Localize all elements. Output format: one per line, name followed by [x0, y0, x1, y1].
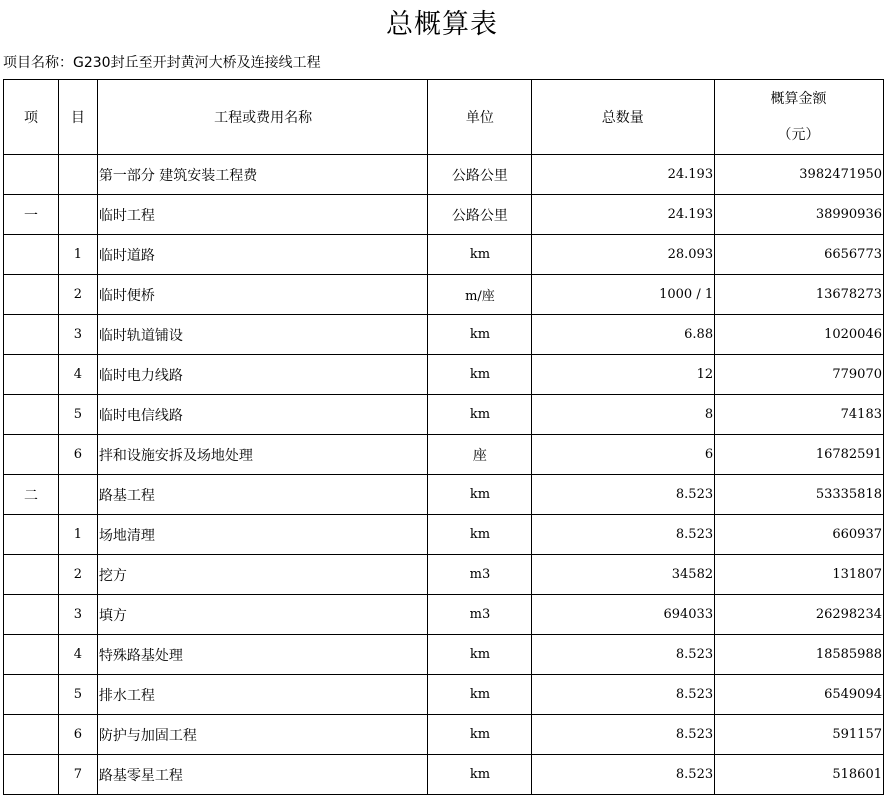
cell-amount: 518601	[715, 755, 884, 795]
table-header-row	[4, 80, 884, 155]
cell-xiang	[4, 315, 59, 355]
cell-amount: 3982471950	[715, 155, 884, 195]
cell-mu: 6	[58, 715, 97, 755]
cell-mu: 3	[58, 315, 97, 355]
cell-name: 临时轨道铺设	[97, 315, 428, 355]
cell-xiang	[4, 395, 59, 435]
cell-unit: km	[428, 715, 532, 755]
cell-quantity: 8.523	[532, 635, 715, 675]
cell-name: 特殊路基处理	[97, 635, 428, 675]
cell-amount: 6656773	[715, 235, 884, 275]
cell-quantity: 694033	[532, 595, 715, 635]
cell-amount: 779070	[715, 355, 884, 395]
table-row	[4, 395, 884, 435]
cell-unit: km	[428, 475, 532, 515]
cell-amount: 18585988	[715, 635, 884, 675]
cell-xiang	[4, 715, 59, 755]
cell-xiang: 一	[4, 195, 59, 235]
cell-unit: km	[428, 755, 532, 795]
cell-name: 临时电信线路	[97, 395, 428, 435]
cell-unit: km	[428, 395, 532, 435]
cell-quantity: 24.193	[532, 155, 715, 195]
cell-quantity: 8	[532, 395, 715, 435]
table-row	[4, 155, 884, 195]
cell-name: 填方	[97, 595, 428, 635]
header-quantity: 总数量	[532, 80, 715, 155]
cell-mu: 1	[58, 515, 97, 555]
table-row	[4, 595, 884, 635]
header-amount	[715, 80, 884, 155]
cell-mu: 4	[58, 355, 97, 395]
table-row	[4, 675, 884, 715]
cell-name: 防护与加固工程	[97, 715, 428, 755]
table-row	[4, 715, 884, 755]
cell-name: 临时工程	[97, 195, 428, 235]
table-row	[4, 435, 884, 475]
cell-unit: 公路公里	[428, 195, 532, 235]
cell-amount: 1020046	[715, 315, 884, 355]
cell-quantity: 28.093	[532, 235, 715, 275]
header-xiang: 项	[4, 80, 59, 155]
cell-quantity: 8.523	[532, 675, 715, 715]
table-row	[4, 195, 884, 235]
cell-amount: 6549094	[715, 675, 884, 715]
cell-unit: km	[428, 635, 532, 675]
cell-name: 路基工程	[97, 475, 428, 515]
cell-unit: km	[428, 235, 532, 275]
cell-unit: km	[428, 355, 532, 395]
cell-amount: 660937	[715, 515, 884, 555]
cell-name: 拌和设施安拆及场地处理	[97, 435, 428, 475]
cell-xiang	[4, 435, 59, 475]
cell-xiang	[4, 555, 59, 595]
cell-quantity: 1000 / 1	[532, 275, 715, 315]
table-body	[4, 155, 884, 795]
cell-mu: 3	[58, 595, 97, 635]
cell-xiang	[4, 675, 59, 715]
cell-mu: 4	[58, 635, 97, 675]
cell-unit: km	[428, 515, 532, 555]
cell-quantity: 8.523	[532, 755, 715, 795]
cell-quantity: 24.193	[532, 195, 715, 235]
cell-name: 临时道路	[97, 235, 428, 275]
cell-quantity: 34582	[532, 555, 715, 595]
header-amount-line1: 概算金额	[770, 91, 827, 107]
cell-xiang	[4, 635, 59, 675]
cell-unit: m3	[428, 595, 532, 635]
cell-quantity: 6	[532, 435, 715, 475]
cell-xiang	[4, 155, 59, 195]
cell-quantity: 6.88	[532, 315, 715, 355]
table-row	[4, 635, 884, 675]
cell-xiang	[4, 275, 59, 315]
page-title: 总概算表	[386, 9, 498, 40]
cell-xiang	[4, 515, 59, 555]
cell-mu: 5	[58, 675, 97, 715]
cell-xiang	[4, 595, 59, 635]
table-row	[4, 355, 884, 395]
header-mu: 目	[58, 80, 97, 155]
cell-mu: 6	[58, 435, 97, 475]
cell-mu	[58, 475, 97, 515]
cell-amount: 53335818	[715, 475, 884, 515]
cell-mu	[58, 195, 97, 235]
cell-quantity: 8.523	[532, 475, 715, 515]
cell-name: 路基零星工程	[97, 755, 428, 795]
table-row	[4, 315, 884, 355]
cell-amount: 131807	[715, 555, 884, 595]
cell-unit: m3	[428, 555, 532, 595]
header-amount-line2: （元）	[777, 127, 820, 143]
cell-xiang: 二	[4, 475, 59, 515]
cell-amount: 13678273	[715, 275, 884, 315]
cell-unit: km	[428, 675, 532, 715]
cell-mu: 7	[58, 755, 97, 795]
cell-name: 第一部分 建筑安装工程费	[97, 155, 428, 195]
project-name: 项目名称：G230封丘至开封黄河大桥及连接线工程	[3, 55, 321, 71]
cell-name: 场地清理	[97, 515, 428, 555]
cell-name: 排水工程	[97, 675, 428, 715]
cell-amount: 591157	[715, 715, 884, 755]
cell-name: 临时便桥	[97, 275, 428, 315]
table-row	[4, 755, 884, 795]
cell-unit: m/座	[428, 275, 532, 315]
cell-quantity: 8.523	[532, 715, 715, 755]
cell-amount: 38990936	[715, 195, 884, 235]
budget-table	[3, 79, 884, 795]
cell-mu: 5	[58, 395, 97, 435]
cell-mu: 2	[58, 275, 97, 315]
cell-mu: 1	[58, 235, 97, 275]
table-row	[4, 275, 884, 315]
table-row	[4, 555, 884, 595]
cell-amount: 16782591	[715, 435, 884, 475]
cell-quantity: 12	[532, 355, 715, 395]
cell-name: 挖方	[97, 555, 428, 595]
cell-amount: 26298234	[715, 595, 884, 635]
table-row	[4, 515, 884, 555]
cell-unit: km	[428, 315, 532, 355]
cell-name: 临时电力线路	[97, 355, 428, 395]
table-row	[4, 475, 884, 515]
cell-unit: 座	[428, 435, 532, 475]
cell-mu	[58, 155, 97, 195]
cell-amount: 74183	[715, 395, 884, 435]
cell-mu: 2	[58, 555, 97, 595]
cell-xiang	[4, 355, 59, 395]
header-unit: 单位	[428, 80, 532, 155]
table-row	[4, 235, 884, 275]
cell-xiang	[4, 235, 59, 275]
cell-unit: 公路公里	[428, 155, 532, 195]
cell-quantity: 8.523	[532, 515, 715, 555]
cell-xiang	[4, 755, 59, 795]
header-name: 工程或费用名称	[97, 80, 428, 155]
